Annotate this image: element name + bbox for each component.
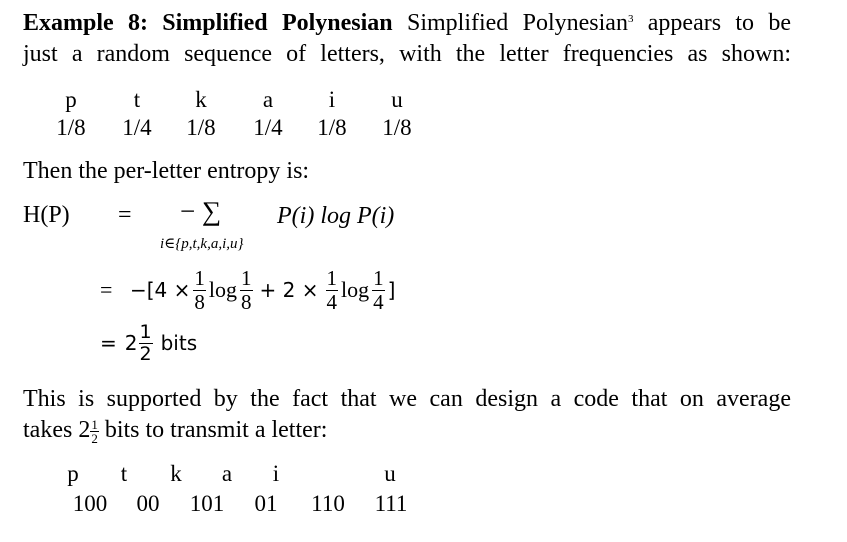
equals-sign-3: = bbox=[100, 331, 117, 355]
heading-paragraph bbox=[23, 8, 791, 70]
support-line-2: takes 2 $\frac{1}{2}$ bits to transmit a letter: bbox=[23, 416, 328, 446]
support-line-1: This is supported by the fact that we can design a code that on average bbox=[23, 386, 791, 412]
code-letter: k bbox=[170, 461, 182, 486]
freq-letter: i bbox=[328, 87, 336, 112]
inline-fraction: $\frac{1}{2}$ bbox=[91, 416, 98, 446]
freq-probability: 1/8 bbox=[317, 115, 347, 140]
result-unit: bits bbox=[160, 331, 198, 355]
freq-letter: p bbox=[65, 87, 77, 112]
plus-two-times: + 2 × bbox=[259, 278, 319, 302]
code-word: 100 bbox=[72, 491, 108, 516]
freq-letter: k bbox=[195, 87, 207, 112]
code-letter: p bbox=[67, 461, 79, 486]
summand: P(i) log P(i) bbox=[277, 203, 395, 229]
code-letter: a bbox=[221, 461, 233, 486]
entropy-result bbox=[100, 318, 197, 368]
freq-probability: 1/8 bbox=[186, 115, 216, 140]
sum-index: i∈{p,t,k,a,i,u} bbox=[160, 236, 244, 252]
intro-rest: appears to be bbox=[647, 10, 792, 36]
support-paragraph bbox=[23, 384, 791, 446]
freq-probability: 1/4 bbox=[122, 115, 152, 140]
freq-letter: a bbox=[262, 87, 274, 112]
freq-probability: 1/8 bbox=[56, 115, 86, 140]
equals-sign-1: = bbox=[118, 202, 132, 228]
code-word: 00 bbox=[136, 491, 160, 516]
code-word: 101 bbox=[189, 491, 225, 516]
heading-line-2: just a random sequence of letters, with the letter frequencies as shown: bbox=[23, 41, 791, 67]
log-word: log bbox=[208, 277, 238, 302]
intro-subject: Simplified Polynesian bbox=[406, 10, 628, 36]
equals-sign-2: = bbox=[100, 277, 113, 302]
result-whole: 2 bbox=[124, 331, 138, 355]
code-word: 111 bbox=[374, 491, 408, 516]
entropy-lhs: H(P) bbox=[23, 202, 70, 228]
freq-letter: t bbox=[133, 87, 141, 112]
fraction: $\frac{1}{8}$ bbox=[241, 265, 252, 314]
code-word: 110 bbox=[311, 491, 345, 516]
fraction: $\frac{1}{4}$ bbox=[326, 265, 337, 314]
heading-line-1 bbox=[23, 8, 791, 39]
code-letter: t bbox=[120, 461, 128, 486]
code-letter: u bbox=[384, 461, 396, 486]
freq-letter: u bbox=[391, 87, 403, 112]
code-letter: i bbox=[272, 461, 280, 486]
entropy-intro: Then the per-letter entropy is: bbox=[23, 158, 310, 184]
code-word: 01 bbox=[254, 491, 278, 516]
neg-sum-symbol: − ∑ bbox=[180, 196, 222, 226]
freq-probability: 1/4 bbox=[253, 115, 283, 140]
freq-probability: 1/8 bbox=[382, 115, 412, 140]
closing-bracket: ] bbox=[387, 278, 396, 302]
fraction: $\frac{1}{8}$ bbox=[194, 265, 205, 314]
expansion-prefix: −[4 × bbox=[130, 278, 191, 302]
result-fraction: $\frac{1}{2}$ bbox=[139, 320, 152, 365]
log-word: log bbox=[341, 277, 370, 302]
example-title: Example 8: Simplified Polynesian bbox=[23, 10, 393, 36]
footnote-mark: 3 bbox=[627, 13, 634, 25]
fraction: $\frac{1}{4}$ bbox=[373, 265, 384, 314]
entropy-expansion bbox=[100, 262, 395, 318]
